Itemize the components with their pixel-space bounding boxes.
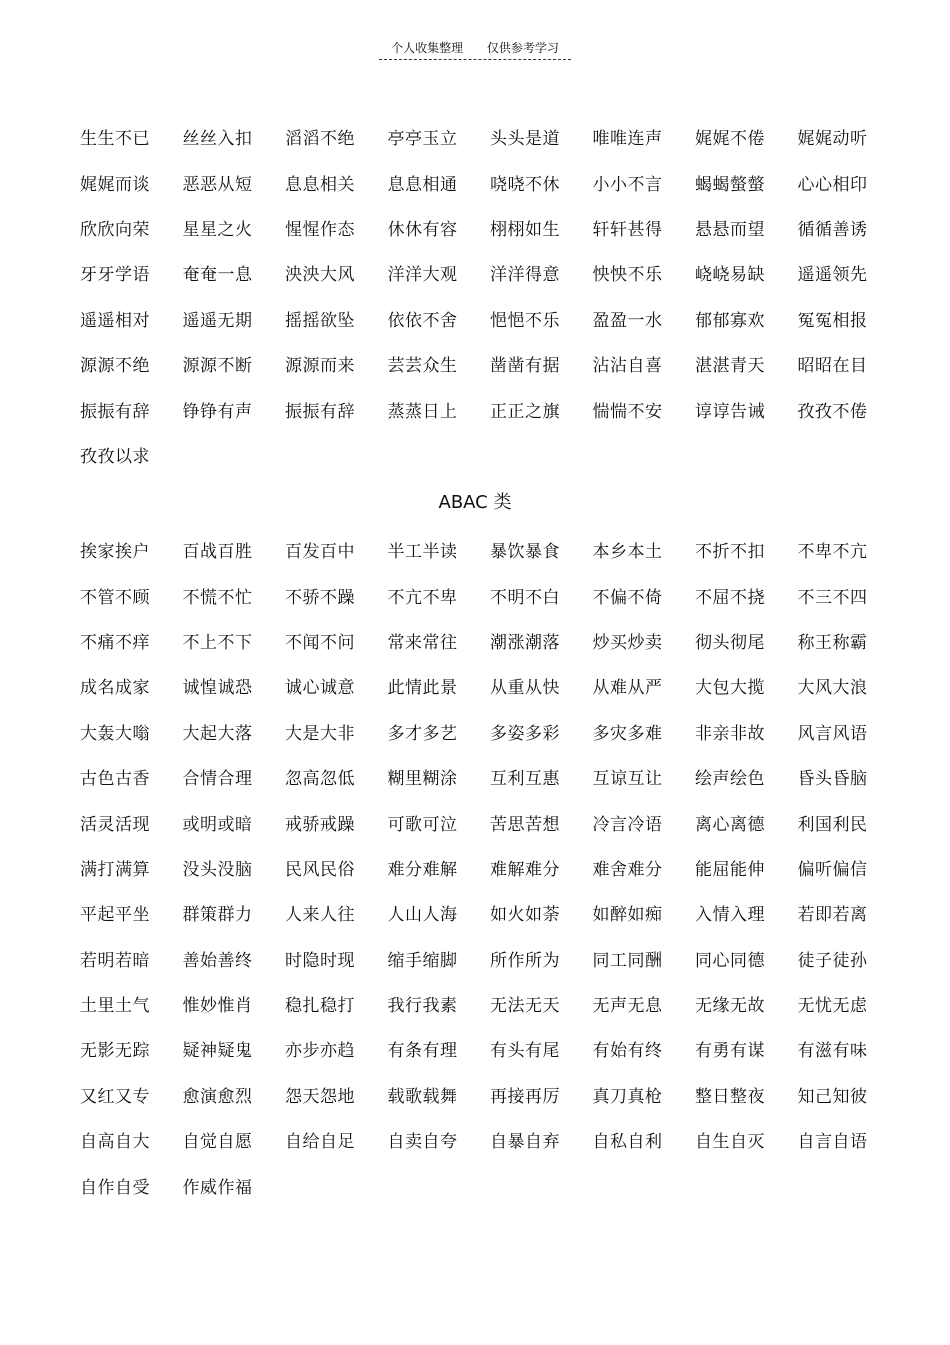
idiom-cell: 正正之旗 xyxy=(490,401,560,422)
idiom-cell: 源源而来 xyxy=(285,356,355,377)
idiom-cell: 绘声绘色 xyxy=(695,769,765,790)
idiom-cell: 滔滔不绝 xyxy=(285,129,355,150)
idiom-cell: 蝎蝎螫螫 xyxy=(695,174,765,195)
idiom-cell: 时隐时现 xyxy=(285,950,355,971)
idiom-cell: 缩手缩脚 xyxy=(387,950,458,971)
idiom-cell: 知己知彼 xyxy=(797,1086,868,1107)
idiom-cell: 自觉自愿 xyxy=(182,1132,253,1153)
idiom-cell: 群策群力 xyxy=(182,905,253,926)
idiom-cell: 心心相印 xyxy=(797,174,868,195)
idiom-cell: 大轰大嗡 xyxy=(80,723,150,744)
idiom-cell: 依依不舍 xyxy=(387,310,458,331)
idiom-cell: 谆谆告诫 xyxy=(695,401,765,422)
idiom-cell: 有头有尾 xyxy=(490,1041,560,1062)
idiom-cell: 如醉如痴 xyxy=(592,905,663,926)
idiom-cell: 娓娓不倦 xyxy=(695,129,765,150)
idiom-cell: 如火如荼 xyxy=(490,905,560,926)
idiom-cell: 怏怏不乐 xyxy=(592,265,663,286)
idiom-cell: 惺惺作态 xyxy=(285,219,355,240)
page-header xyxy=(0,38,950,60)
idiom-cell: 凿凿有据 xyxy=(490,356,560,377)
idiom-cell: 不上不下 xyxy=(182,632,253,653)
idiom-cell: 稳扎稳打 xyxy=(285,996,355,1017)
idiom-cell: 大起大落 xyxy=(182,723,253,744)
idiom-cell: 苦思苦想 xyxy=(490,814,560,835)
idiom-cell: 诚心诚意 xyxy=(285,678,355,699)
idiom-cell: 民风民俗 xyxy=(285,859,355,880)
idiom-cell: 潮涨潮落 xyxy=(490,632,560,653)
idiom-cell: 大是大非 xyxy=(285,723,355,744)
idiom-cell: 唯唯连声 xyxy=(592,129,663,150)
idiom-cell: 半工半读 xyxy=(387,542,458,563)
idiom-cell: 奄奄一息 xyxy=(182,265,253,286)
idiom-cell: 循循善诱 xyxy=(797,219,868,240)
idiom-cell: 徒子徒孙 xyxy=(797,950,868,971)
aabc-idiom-grid xyxy=(80,114,900,477)
idiom-cell: 常来常往 xyxy=(387,632,458,653)
idiom-cell: 哓哓不休 xyxy=(490,174,560,195)
idiom-cell: 不骄不躁 xyxy=(285,587,355,608)
idiom-cell: 炒买炒卖 xyxy=(592,632,663,653)
idiom-cell: 风言风语 xyxy=(797,723,868,744)
header-right-text: 仅供参考学习 xyxy=(486,41,559,55)
idiom-cell: 湛湛青天 xyxy=(695,356,765,377)
idiom-cell: 入情入理 xyxy=(695,905,765,926)
idiom-cell: 郁郁寡欢 xyxy=(695,310,765,331)
idiom-cell: 平起平坐 xyxy=(80,905,150,926)
idiom-cell: 难舍难分 xyxy=(592,859,663,880)
idiom-cell: 又红又专 xyxy=(80,1086,150,1107)
idiom-cell: 互谅互让 xyxy=(592,769,663,790)
idiom-cell: 大包大揽 xyxy=(695,678,765,699)
idiom-cell: 作威作福 xyxy=(182,1177,253,1198)
idiom-cell: 能屈能伸 xyxy=(695,859,765,880)
idiom-cell: 恶恶从短 xyxy=(182,174,253,195)
idiom-cell: 沾沾自喜 xyxy=(592,356,663,377)
idiom-cell: 疑神疑鬼 xyxy=(182,1041,253,1062)
abac-idiom-grid xyxy=(80,527,900,1208)
idiom-cell: 载歌载舞 xyxy=(387,1086,458,1107)
idiom-cell: 孜孜以求 xyxy=(80,446,150,467)
idiom-cell: 遥遥相对 xyxy=(80,310,150,331)
idiom-cell: 盈盈一水 xyxy=(592,310,663,331)
idiom-cell: 悒悒不乐 xyxy=(490,310,560,331)
idiom-cell: 栩栩如生 xyxy=(490,219,560,240)
idiom-cell: 不屈不挠 xyxy=(695,587,765,608)
idiom-cell: 再接再厉 xyxy=(490,1086,560,1107)
idiom-cell: 不偏不倚 xyxy=(592,587,663,608)
idiom-cell: 戒骄戒躁 xyxy=(285,814,355,835)
idiom-cell: 休休有容 xyxy=(387,219,458,240)
idiom-cell: 难分难解 xyxy=(387,859,458,880)
idiom-cell: 怨天怨地 xyxy=(285,1086,355,1107)
idiom-cell: 称王称霸 xyxy=(797,632,868,653)
idiom-cell: 昭昭在目 xyxy=(797,356,868,377)
idiom-cell: 同心同德 xyxy=(695,950,765,971)
idiom-cell: 善始善终 xyxy=(182,950,253,971)
idiom-cell: 息息相关 xyxy=(285,174,355,195)
idiom-cell: 轩轩甚得 xyxy=(592,219,663,240)
idiom-cell: 本乡本土 xyxy=(592,542,663,563)
idiom-cell: 娓娓动听 xyxy=(797,129,868,150)
idiom-cell: 多才多艺 xyxy=(387,723,458,744)
idiom-cell: 自言自语 xyxy=(797,1132,868,1153)
idiom-cell: 洋洋大观 xyxy=(387,265,458,286)
idiom-cell: 多姿多彩 xyxy=(490,723,560,744)
idiom-cell: 不明不白 xyxy=(490,587,560,608)
idiom-cell: 无影无踪 xyxy=(80,1041,150,1062)
idiom-cell: 铮铮有声 xyxy=(182,401,253,422)
idiom-cell: 自高自大 xyxy=(80,1132,150,1153)
idiom-cell: 所作所为 xyxy=(490,950,560,971)
idiom-cell: 芸芸众生 xyxy=(387,356,458,377)
idiom-cell: 百发百中 xyxy=(285,542,355,563)
idiom-cell: 遥遥无期 xyxy=(182,310,253,331)
idiom-cell: 有始有终 xyxy=(592,1041,663,1062)
idiom-cell: 古色古香 xyxy=(80,769,150,790)
idiom-cell: 糊里糊涂 xyxy=(387,769,458,790)
idiom-cell: 利国利民 xyxy=(797,814,868,835)
idiom-cell: 不管不顾 xyxy=(80,587,150,608)
idiom-cell: 头头是道 xyxy=(490,129,560,150)
idiom-cell: 峣峣易缺 xyxy=(695,265,765,286)
idiom-cell: 同工同酬 xyxy=(592,950,663,971)
idiom-cell: 此情此景 xyxy=(387,678,458,699)
idiom-cell: 有勇有谋 xyxy=(695,1041,765,1062)
idiom-cell: 挨家挨户 xyxy=(80,542,150,563)
idiom-cell: 泱泱大风 xyxy=(285,265,355,286)
idiom-cell: 难解难分 xyxy=(490,859,560,880)
idiom-cell: 悬悬而望 xyxy=(695,219,765,240)
idiom-cell: 有条有理 xyxy=(387,1041,458,1062)
idiom-cell: 土里土气 xyxy=(80,996,150,1017)
idiom-cell: 自暴自弃 xyxy=(490,1132,560,1153)
idiom-cell: 无法无天 xyxy=(490,996,560,1017)
idiom-cell: 整日整夜 xyxy=(695,1086,765,1107)
header-left-text: 个人收集整理 xyxy=(391,41,464,55)
idiom-cell: 非亲非故 xyxy=(695,723,765,744)
idiom-cell: 自卖自夸 xyxy=(387,1132,458,1153)
idiom-cell: 自私自利 xyxy=(592,1132,663,1153)
idiom-cell: 振振有辞 xyxy=(80,401,150,422)
idiom-cell: 愈演愈烈 xyxy=(182,1086,253,1107)
section-title-abac: ABAC 类 xyxy=(438,492,512,513)
idiom-cell: 惴惴不安 xyxy=(592,401,663,422)
idiom-cell: 活灵活现 xyxy=(80,814,150,835)
idiom-cell: 我行我素 xyxy=(387,996,458,1017)
idiom-cell: 不卑不亢 xyxy=(797,542,868,563)
idiom-cell: 洋洋得意 xyxy=(490,265,560,286)
idiom-cell: 多灾多难 xyxy=(592,723,663,744)
idiom-cell: 星星之火 xyxy=(182,219,253,240)
idiom-cell: 不折不扣 xyxy=(695,542,765,563)
idiom-cell: 偏听偏信 xyxy=(797,859,868,880)
idiom-cell: 大风大浪 xyxy=(797,678,868,699)
idiom-cell: 蒸蒸日上 xyxy=(387,401,458,422)
idiom-cell: 从难从严 xyxy=(592,678,663,699)
idiom-cell: 亦步亦趋 xyxy=(285,1041,355,1062)
idiom-cell: 息息相通 xyxy=(387,174,458,195)
idiom-cell: 暴饮暴食 xyxy=(490,542,560,563)
idiom-cell: 可歌可泣 xyxy=(387,814,458,835)
idiom-cell: 不慌不忙 xyxy=(182,587,253,608)
idiom-cell: 无缘无故 xyxy=(695,996,765,1017)
idiom-cell: 若即若离 xyxy=(797,905,868,926)
idiom-cell: 无声无息 xyxy=(592,996,663,1017)
idiom-cell: 牙牙学语 xyxy=(80,265,150,286)
idiom-cell: 满打满算 xyxy=(80,859,150,880)
idiom-cell: 振振有辞 xyxy=(285,401,355,422)
idiom-cell: 自作自受 xyxy=(80,1177,150,1198)
idiom-cell: 人山人海 xyxy=(387,905,458,926)
idiom-cell: 忽高忽低 xyxy=(285,769,355,790)
idiom-cell: 人来人往 xyxy=(285,905,355,926)
idiom-cell: 成名成家 xyxy=(80,678,150,699)
idiom-cell: 欣欣向荣 xyxy=(80,219,150,240)
idiom-cell: 孜孜不倦 xyxy=(797,401,868,422)
idiom-cell: 百战百胜 xyxy=(182,542,253,563)
idiom-cell: 丝丝入扣 xyxy=(182,129,253,150)
idiom-cell: 合情合理 xyxy=(182,769,253,790)
idiom-cell: 真刀真枪 xyxy=(592,1086,663,1107)
idiom-cell: 从重从快 xyxy=(490,678,560,699)
idiom-cell: 无忧无虑 xyxy=(797,996,868,1017)
idiom-cell: 昏头昏脑 xyxy=(797,769,868,790)
idiom-cell: 不痛不痒 xyxy=(80,632,150,653)
idiom-cell: 自给自足 xyxy=(285,1132,355,1153)
idiom-cell: 或明或暗 xyxy=(182,814,253,835)
idiom-cell: 有滋有味 xyxy=(797,1041,868,1062)
idiom-cell: 生生不已 xyxy=(80,129,150,150)
idiom-cell: 若明若暗 xyxy=(80,950,150,971)
idiom-cell: 不亢不卑 xyxy=(387,587,458,608)
idiom-cell: 娓娓而谈 xyxy=(80,174,150,195)
idiom-cell: 亭亭玉立 xyxy=(387,129,458,150)
idiom-cell: 诚惶诚恐 xyxy=(182,678,253,699)
idiom-cell: 小小不言 xyxy=(592,174,663,195)
header-underline xyxy=(379,38,571,60)
idiom-cell: 惟妙惟肖 xyxy=(182,996,253,1017)
idiom-cell: 摇摇欲坠 xyxy=(285,310,355,331)
idiom-cell: 离心离德 xyxy=(695,814,765,835)
idiom-cell: 不闻不问 xyxy=(285,632,355,653)
idiom-cell: 自生自灭 xyxy=(695,1132,765,1153)
idiom-cell: 不三不四 xyxy=(797,587,868,608)
idiom-cell: 冤冤相报 xyxy=(797,310,868,331)
idiom-cell: 遥遥领先 xyxy=(797,265,868,286)
idiom-cell: 源源不断 xyxy=(182,356,253,377)
idiom-cell: 源源不绝 xyxy=(80,356,150,377)
idiom-cell: 冷言冷语 xyxy=(592,814,663,835)
idiom-cell: 互利互惠 xyxy=(490,769,560,790)
idiom-cell: 没头没脑 xyxy=(182,859,253,880)
idiom-cell: 彻头彻尾 xyxy=(695,632,765,653)
